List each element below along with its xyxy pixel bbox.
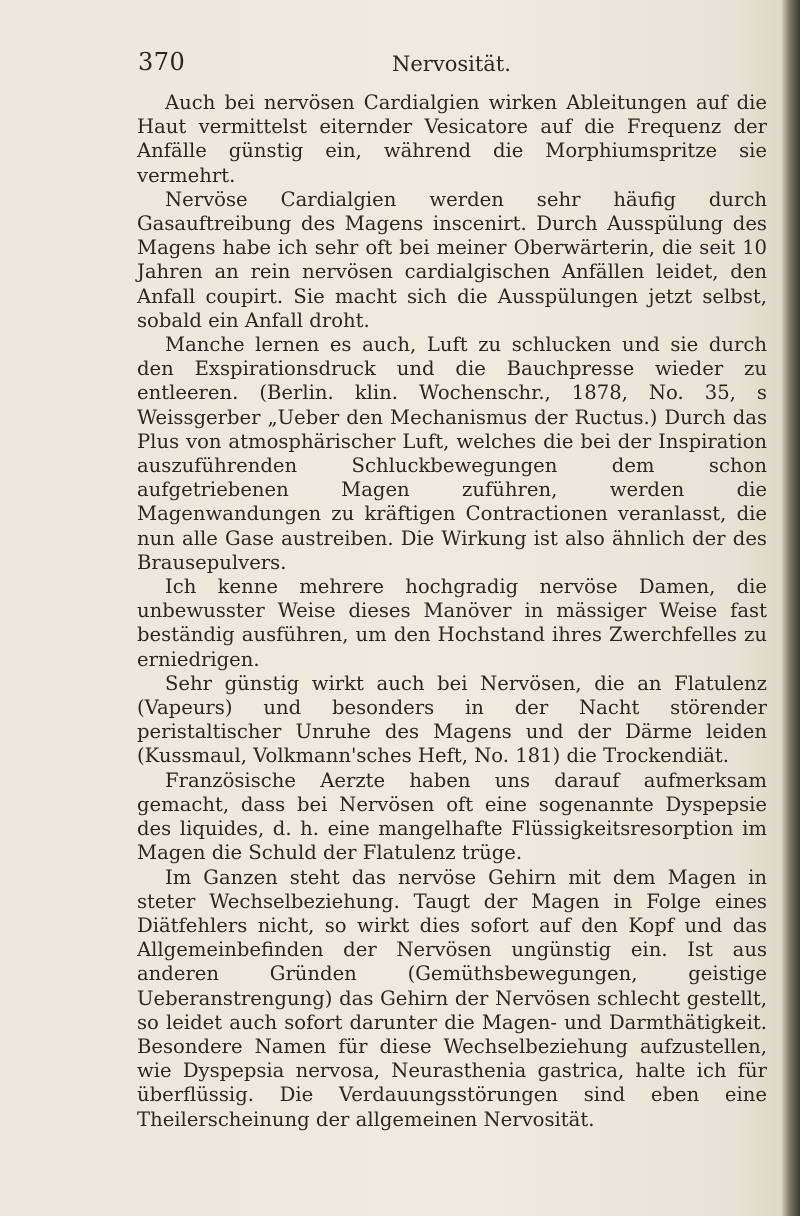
page-header bbox=[0, 48, 800, 82]
body-text bbox=[137, 91, 767, 1132]
paragraph-wechselbeziehung: Im Ganzen steht das nervöse Gehirn mit dem Magen in steter Wechselbeziehung. Taugt der Magen in Folge eines Diätfehlers nicht, so wirkt dies sofort auf den Kopf und das Allgemeinbefinden der Nervösen ungünstig ein. Ist aus anderen Gründen (Gemüthsbewegungen, geistige Ueberanstrengung) das Gehirn der Nervösen schlecht gestellt, so leidet auch sofort darunter die Magen- und Darmthätigkeit. Besondere Namen für diese Wechselbeziehung aufzustellen, wie Dyspepsia nervosa, Neurasthenia gastrica, halte ich für überflüssig. Die Verdauungsstörungen sind eben eine Theilerscheinung der allgemeinen Nervosität. bbox=[137, 865, 767, 1131]
paragraph-luft-schlucken: Manche lernen es auch, Luft zu schlucken und sie durch den Exspirationsdruck und die Bauchpresse wieder zu entleeren. (Berlin. klin. Wochenschr., 1878, No. 35, s Weissgerber „Ueber den Mechanismus der Ructus.) Durch das Plus von atmosphärischer Luft, welches die bei der Inspiration auszuführenden Schluckbewegungen dem schon aufgetriebenen Magen zuführen, werden die Magenwandungen zu kräftigen Contractionen veranlasst, die nun alle Gase austreiben. Die Wirkung ist also ähnlich der des Brausepulvers. bbox=[137, 333, 767, 574]
paragraph-trockendiaet: Sehr günstig wirkt auch bei Nervösen, die an Flatulenz (Vapeurs) und besonders in der Nacht störender peristaltischer Unruhe des Magens und der Därme leiden (Kussmaul, Volkmann'sches Heft, No. 181) die Trockendiät. bbox=[137, 671, 767, 768]
page-number: 370 bbox=[138, 48, 186, 76]
paragraph-nervoese-damen: Ich kenne mehrere hochgradig nervöse Damen, die unbewusster Weise dieses Manöver in mässiger Weise fast beständig ausführen, um den Hochstand ihres Zwerchfelles zu erniedrigen. bbox=[137, 575, 767, 671]
paragraph-gasauftreibung: Nervöse Cardialgien werden sehr häufig durch Gasauftreibung des Magens inscenirt. Durch Ausspülung des Magens habe ich sehr oft bei meiner Oberwärterin, die seit 10 Jahren an rein nervösen cardialgischen Anfällen leidet, den Anfall coupirt. Sie macht sich die Ausspülungen jetzt selbst, sobald ein Anfall droht. bbox=[137, 187, 767, 332]
paragraph-cardialgia-ableitungen: Auch bei nervösen Cardialgien wirken Ableitungen auf die Haut vermittelst eiternder Vesicatore auf die Frequenz der Anfälle günstig ein, während die Morphiumspritze sie vermehrt. bbox=[137, 91, 767, 187]
running-head: Nervosität. bbox=[392, 52, 511, 76]
page-edge-shadow bbox=[782, 0, 800, 1216]
paragraph-franzoesische-aerzte: Französische Aerzte haben uns darauf aufmerksam gemacht, dass bei Nervösen oft eine sogenannte Dyspepsie des liquides, d. h. eine mangelhafte Flüssigkeitsresorption im Magen die Schuld der Flatulenz trüge. bbox=[137, 768, 767, 865]
